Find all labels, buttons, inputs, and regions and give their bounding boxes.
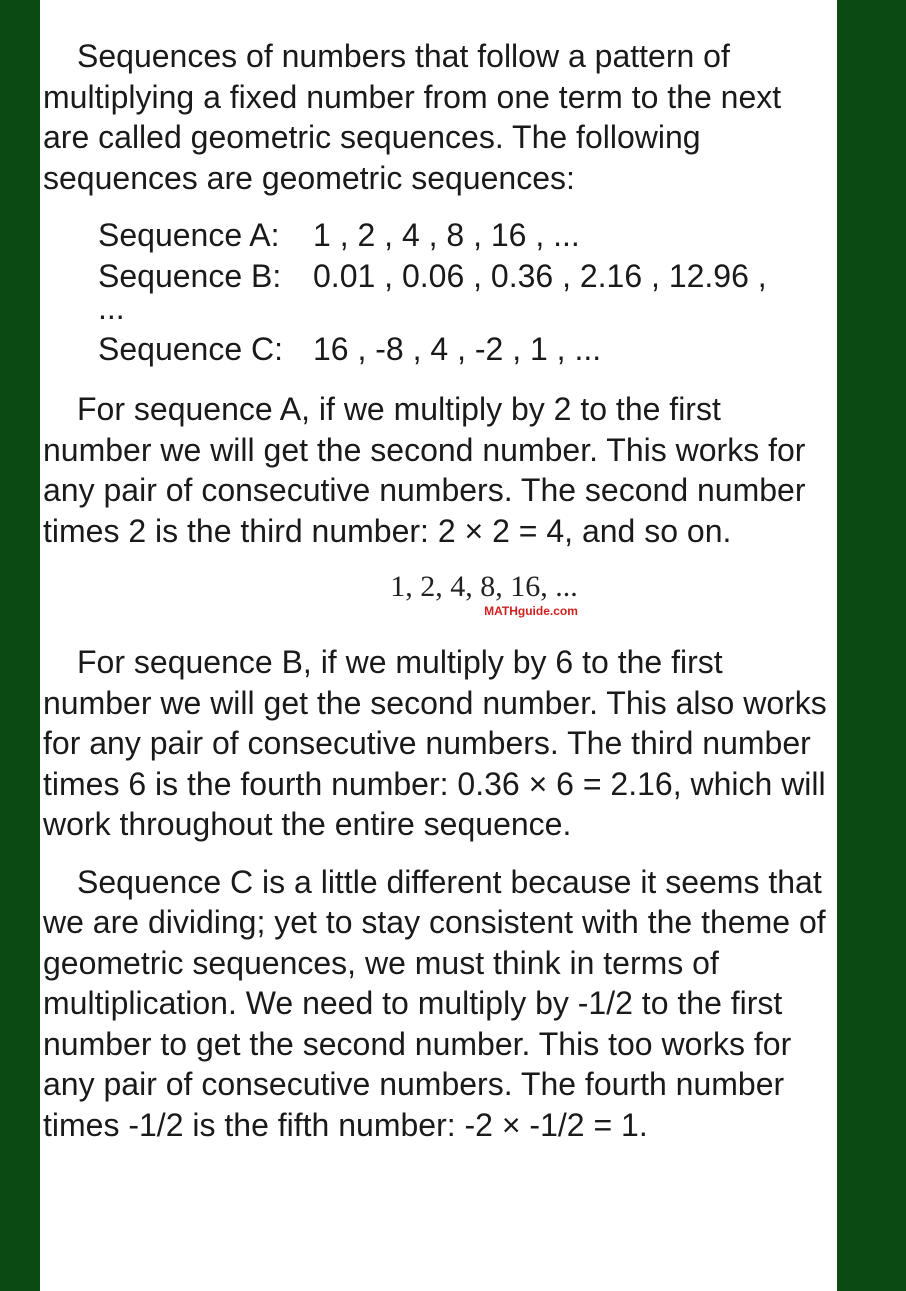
sequence-c-values: 16 , -8 , 4 , -2 , 1 , ... (313, 330, 602, 367)
sequence-a-values: 1 , 2 , 4 , 8 , 16 , ... (313, 217, 580, 253)
figure-credit: MATHguide.com (484, 604, 578, 618)
sequence-list (98, 215, 798, 369)
intro-paragraph: Sequences of numbers that follow a pattern of multiplying a fixed number from one term to the next are called geometric sequences. The following sequences are geometric sequences: (43, 38, 782, 196)
sequence-b-paragraph: For sequence B, if we multiply by 6 to the first number we will get the second number. This also works for any pair of consecutive numbers. The third number times 6 is the fourth number: 0.36 × 6 = 2.16, which will work throughout the entire sequence. (43, 644, 827, 842)
figure-equation: 1, 2, 4, 8, 16, ... (390, 570, 578, 603)
article-content (40, 0, 837, 1145)
sequence-c-paragraph: Sequence C is a little different because it seems that we are dividing; yet to stay consistent with the theme of geometric sequences, we must think in terms of multiplication. We need to multiply by -1/2 to the first number to get the second number. This too works for any pair of consecutive numbers. The fourth number times -1/2 is the fifth number: -2 × -1/2 = 1. (43, 863, 826, 1143)
article-page (40, 0, 837, 1291)
sequence-b-row (98, 256, 798, 297)
sequence-a-label: Sequence A: (98, 217, 280, 253)
sequence-a-row (98, 215, 798, 256)
sequence-b-continuation: ... (98, 290, 125, 326)
sequence-b-values: 0.01 , 0.06 , 0.36 , 2.16 , 12.96 , (313, 257, 767, 294)
sequence-b-label: Sequence B: (98, 257, 282, 294)
sequence-a-paragraph: For sequence A, if we multiply by 2 to the first number we will get the second number. This works for any pair of consecutive numbers. The second number times 2 is the third number: 2 × 2 = 4, and so on. (43, 391, 806, 549)
sequence-figure (43, 571, 829, 619)
sequence-c-label: Sequence C: (98, 330, 284, 367)
sequence-c-row (98, 329, 798, 370)
